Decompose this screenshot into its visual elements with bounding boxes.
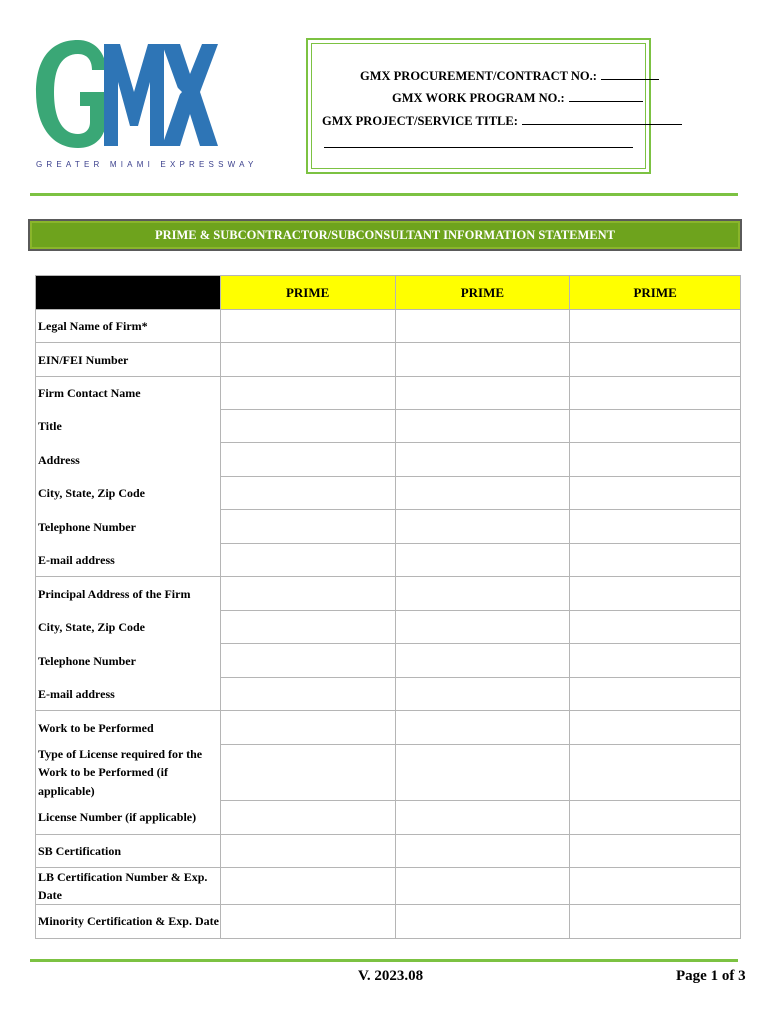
table-header-row [36, 276, 741, 310]
input-cell[interactable] [395, 343, 570, 377]
input-cell[interactable] [570, 711, 741, 745]
input-cell[interactable] [570, 377, 741, 410]
footer-divider [30, 959, 738, 962]
table-row [36, 745, 741, 801]
column-header: PRIME [220, 276, 395, 310]
row-label: Work to be Performed [36, 711, 221, 745]
project-title-field[interactable] [322, 113, 682, 129]
row-label: City, State, Zip Code [36, 611, 221, 644]
table-row [36, 867, 741, 904]
row-label: Minority Certification & Exp. Date [36, 904, 221, 938]
row-label: Telephone Number [36, 644, 221, 678]
table-row [36, 343, 741, 377]
table-row [36, 611, 741, 644]
input-cell[interactable] [570, 343, 741, 377]
input-cell[interactable] [570, 834, 741, 867]
row-label: Title [36, 410, 221, 443]
input-cell[interactable] [220, 745, 395, 801]
input-cell[interactable] [395, 904, 570, 938]
row-label: LB Certification Number & Exp. Date [36, 867, 221, 904]
input-cell[interactable] [220, 834, 395, 867]
row-label: License Number (if applicable) [36, 800, 221, 834]
table-row [36, 310, 741, 343]
input-cell[interactable] [395, 510, 570, 544]
input-cell[interactable] [570, 510, 741, 544]
input-cell[interactable] [220, 611, 395, 644]
row-label: Principal Address of the Firm [36, 577, 221, 611]
input-cell[interactable] [220, 867, 395, 904]
row-label: E-mail address [36, 544, 221, 577]
table-row [36, 644, 741, 678]
contract-number-label: GMX PROCUREMENT/CONTRACT NO.: [360, 69, 597, 83]
header-divider [30, 193, 738, 196]
input-cell[interactable] [395, 644, 570, 678]
gmx-logo [30, 30, 220, 175]
row-label: Address [36, 443, 221, 477]
work-program-label: GMX WORK PROGRAM NO.: [392, 91, 565, 105]
input-cell[interactable] [220, 443, 395, 477]
table-row [36, 510, 741, 544]
table-row [36, 577, 741, 611]
row-label: City, State, Zip Code [36, 477, 221, 510]
input-cell[interactable] [395, 310, 570, 343]
input-cell[interactable] [570, 611, 741, 644]
input-cell[interactable] [570, 644, 741, 678]
input-cell[interactable] [395, 377, 570, 410]
input-cell[interactable] [395, 544, 570, 577]
table-row [36, 678, 741, 711]
page-number: Page 1 of 3 [676, 968, 746, 984]
table-row [36, 410, 741, 443]
input-cell[interactable] [220, 904, 395, 938]
input-cell[interactable] [570, 904, 741, 938]
form-title-bar [28, 219, 742, 251]
input-cell[interactable] [220, 410, 395, 443]
contract-info-box [306, 38, 651, 174]
input-cell[interactable] [570, 410, 741, 443]
input-cell[interactable] [570, 867, 741, 904]
input-cell[interactable] [570, 745, 741, 801]
input-cell[interactable] [570, 544, 741, 577]
input-cell[interactable] [395, 443, 570, 477]
input-cell[interactable] [220, 377, 395, 410]
row-label: SB Certification [36, 834, 221, 867]
column-header: PRIME [570, 276, 741, 310]
input-cell[interactable] [395, 800, 570, 834]
input-cell[interactable] [570, 310, 741, 343]
table-row [36, 443, 741, 477]
input-cell[interactable] [220, 711, 395, 745]
logo-tagline: GREATER MIAMI EXPRESSWAY [36, 160, 258, 169]
input-cell[interactable] [220, 577, 395, 611]
row-label: Firm Contact Name [36, 377, 221, 410]
input-cell[interactable] [395, 867, 570, 904]
contract-number-field[interactable] [360, 68, 659, 84]
input-cell[interactable] [570, 443, 741, 477]
input-cell[interactable] [220, 310, 395, 343]
input-cell[interactable] [395, 577, 570, 611]
input-cell[interactable] [395, 477, 570, 510]
table-row [36, 544, 741, 577]
input-cell[interactable] [570, 678, 741, 711]
form-title: PRIME & SUBCONTRACTOR/SUBCONSULTANT INFORMATION STATEMENT [32, 223, 738, 247]
input-cell[interactable] [395, 745, 570, 801]
project-title-continuation-line[interactable] [324, 147, 633, 148]
row-label: E-mail address [36, 678, 221, 711]
table-row [36, 800, 741, 834]
project-title-label: GMX PROJECT/SERVICE TITLE: [322, 114, 518, 128]
input-cell[interactable] [570, 477, 741, 510]
input-cell[interactable] [220, 510, 395, 544]
column-header: PRIME [395, 276, 570, 310]
row-label: EIN/FEI Number [36, 343, 221, 377]
input-cell[interactable] [220, 544, 395, 577]
table-row [36, 904, 741, 938]
input-cell[interactable] [395, 611, 570, 644]
input-cell[interactable] [220, 800, 395, 834]
input-cell[interactable] [395, 711, 570, 745]
input-cell[interactable] [220, 678, 395, 711]
input-cell[interactable] [220, 477, 395, 510]
input-cell[interactable] [395, 834, 570, 867]
input-cell[interactable] [570, 800, 741, 834]
row-label: Telephone Number [36, 510, 221, 544]
row-label: Legal Name of Firm* [36, 310, 221, 343]
table-row [36, 377, 741, 410]
input-cell[interactable] [220, 644, 395, 678]
table-row [36, 834, 741, 867]
version-label: V. 2023.08 [358, 968, 424, 984]
input-cell[interactable] [395, 678, 570, 711]
row-label: Type of License required for the Work to be Performed (if applicable) [36, 745, 221, 801]
table-row [36, 477, 741, 510]
firm-info-table [35, 275, 741, 939]
input-cell[interactable] [220, 343, 395, 377]
header-blank-cell [36, 276, 221, 310]
input-cell[interactable] [570, 577, 741, 611]
table-row [36, 711, 741, 745]
work-program-field[interactable] [392, 90, 643, 106]
input-cell[interactable] [395, 410, 570, 443]
